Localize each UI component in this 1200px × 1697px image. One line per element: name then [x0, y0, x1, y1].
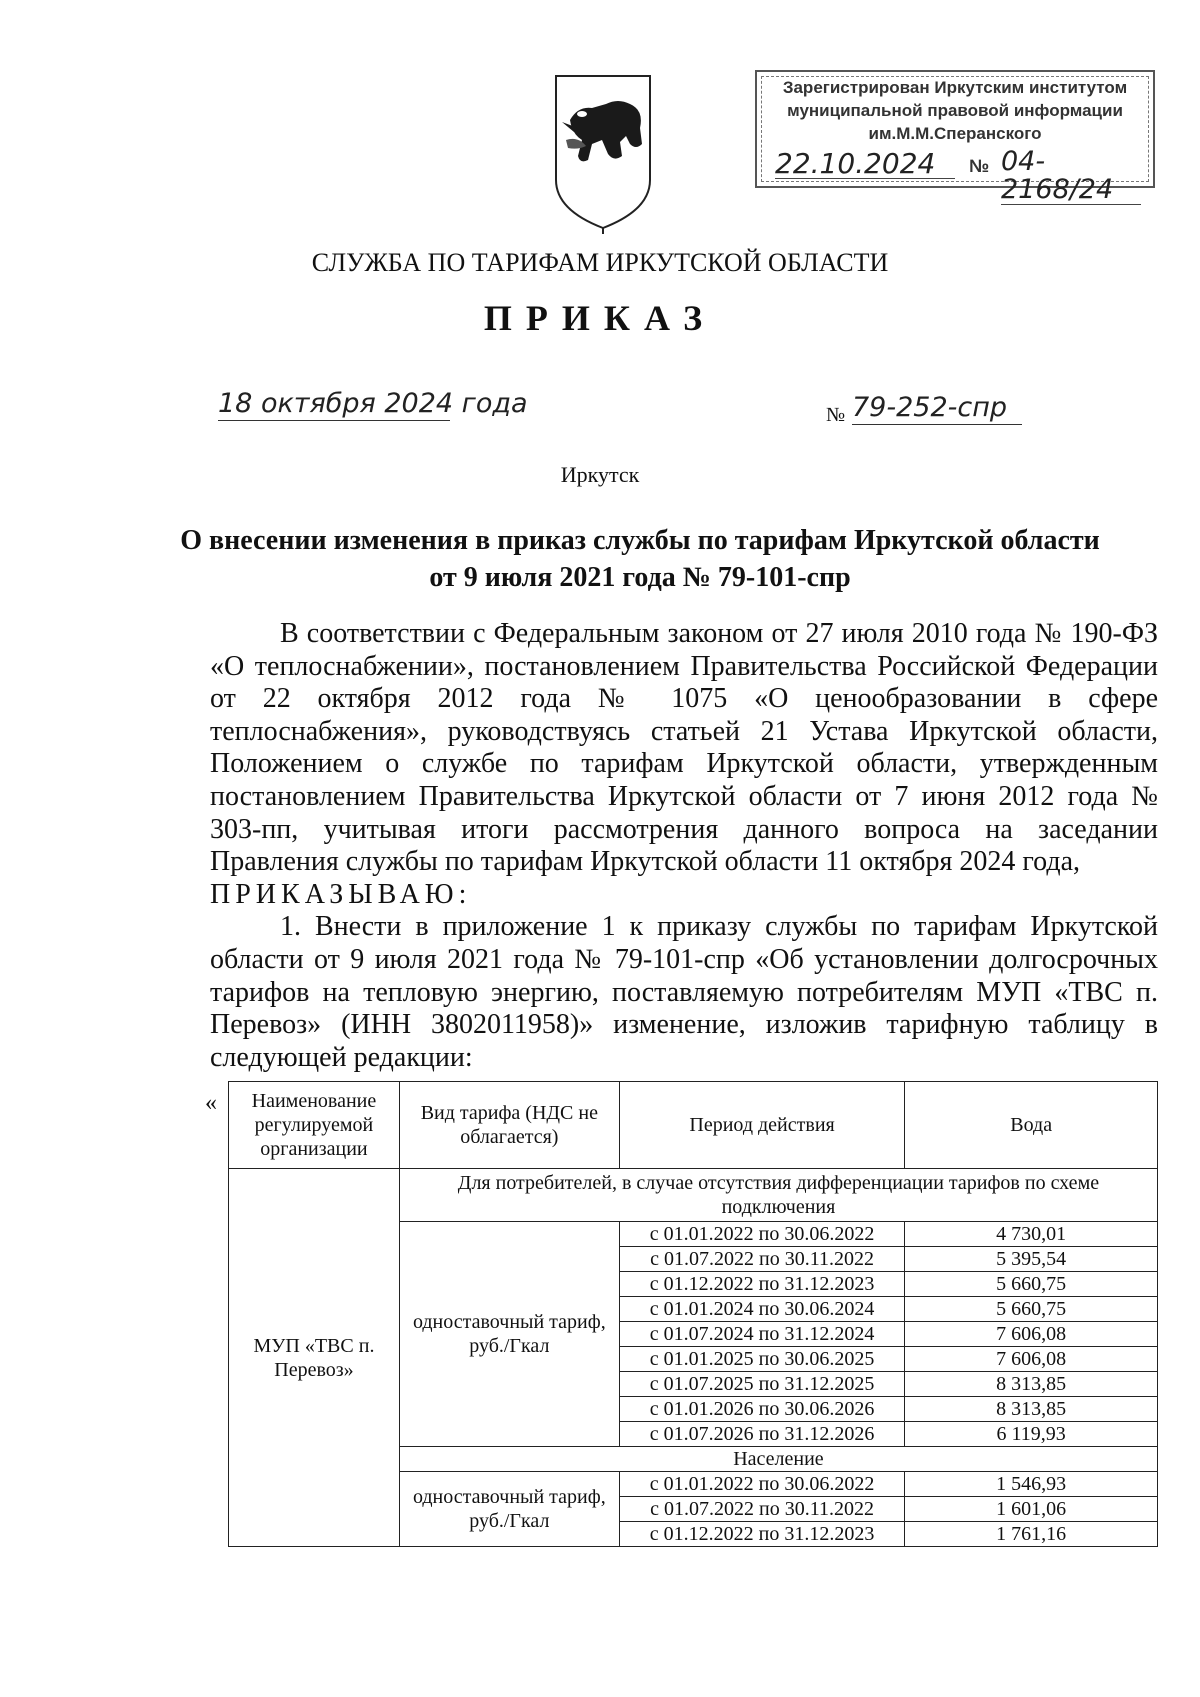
value-cell: 4 730,01 [905, 1222, 1158, 1247]
header-tariff-type: Вид тарифа (НДС не облагается) [399, 1082, 619, 1169]
order-number-label: № [826, 404, 846, 426]
handwritten-order-number: 79-252-спр [852, 392, 1022, 425]
value-cell: 1 601,06 [905, 1497, 1158, 1522]
agency-name: СЛУЖБА ПО ТАРИФАМ ИРКУТСКОЙ ОБЛАСТИ [311, 248, 889, 277]
table-header-row [229, 1082, 1158, 1169]
period-cell: с 01.01.2022 по 30.06.2022 [619, 1222, 905, 1247]
orders-word: ПРИКАЗЫВАЮ: [210, 878, 472, 910]
value-cell: 7 606,08 [905, 1347, 1158, 1372]
document-body [210, 618, 1158, 1074]
header-organization: Наименование регулируемой организации [229, 1082, 400, 1169]
coat-of-arms-emblem [548, 70, 658, 234]
tariff-table [228, 1081, 1158, 1547]
group1-label: Для потребителей, в случае отсутствия дифференциации тарифов по схеме подключения [399, 1169, 1157, 1222]
header-water: Вода [905, 1082, 1158, 1169]
period-cell: с 01.07.2022 по 30.11.2022 [619, 1497, 905, 1522]
handwritten-date: 18 октября 2024 года [218, 388, 528, 419]
value-cell: 5 395,54 [905, 1247, 1158, 1272]
stamp-date: 22.10.2024 [775, 150, 955, 179]
period-cell: с 01.07.2024 по 31.12.2024 [619, 1322, 905, 1347]
period-cell: с 01.12.2022 по 31.12.2023 [619, 1522, 905, 1547]
city: Иркутск [560, 462, 640, 487]
group2-tariff-type: одноставочный тариф, руб./Гкал [399, 1472, 619, 1547]
period-cell: с 01.12.2022 по 31.12.2023 [619, 1272, 905, 1297]
document-title [120, 522, 1160, 596]
value-cell: 6 119,93 [905, 1422, 1158, 1447]
period-cell: с 01.01.2024 по 30.06.2024 [619, 1297, 905, 1322]
header-period: Период действия [619, 1082, 905, 1169]
title-line-1: О внесении изменения в приказ службы по тарифам Иркутской области [180, 525, 1100, 556]
registration-stamp [755, 70, 1155, 205]
period-cell: с 01.07.2026 по 31.12.2026 [619, 1422, 905, 1447]
item-1-paragraph: 1. Внести в приложение 1 к приказу службы по тарифам Иркутской области от 9 июля 2021 года № 79-101-спр «Об установлении долгосрочных тарифов на тепловую энергию, поставляемую потребителям МУП «ТВС п. Перевоз» (ИНН 3802011958)» изменение, изложив тарифную таблицу в следующей редакции: [210, 911, 1158, 1073]
organization-cell: МУП «ТВС п. Перевоз» [229, 1169, 400, 1547]
period-cell: с 01.01.2025 по 30.06.2025 [619, 1347, 905, 1372]
group2-label: Население [399, 1447, 1157, 1472]
preamble-paragraph: В соответствии с Федеральным законом от 27 июля 2010 года № 190-ФЗ «О теплоснабжении», постановлением Правительства Российской Федерации от 22 октября 2012 года № 1075 «О ценообразовании в сфере теплоснабжения», руководствуясь статьей 21 Устава Иркутской области, Положением о службе по тарифам Иркутской области, утвержденным постановлением Правительства Иркутской области от 7 июня 2012 года № 303-пп, учитывая итоги рассмотрения данного вопроса на заседании Правления службы по тарифам Иркутской области 11 октября 2024 года, [210, 618, 1158, 878]
group1-tariff-type: одноставочный тариф, руб./Гкал [399, 1222, 619, 1447]
stamp-line-3: им.М.М.Сперанского [868, 124, 1042, 143]
value-cell: 5 660,75 [905, 1272, 1158, 1297]
period-cell: с 01.01.2022 по 30.06.2022 [619, 1472, 905, 1497]
value-cell: 8 313,85 [905, 1397, 1158, 1422]
table-row [229, 1169, 1158, 1222]
period-cell: с 01.01.2026 по 30.06.2026 [619, 1397, 905, 1422]
value-cell: 5 660,75 [905, 1297, 1158, 1322]
value-cell: 8 313,85 [905, 1372, 1158, 1397]
value-cell: 7 606,08 [905, 1322, 1158, 1347]
period-cell: с 01.07.2022 по 30.11.2022 [619, 1247, 905, 1272]
stamp-line-2: муниципальной правовой информации [787, 101, 1123, 120]
value-cell: 1 546,93 [905, 1472, 1158, 1497]
document-type: ПРИКАЗ [483, 298, 717, 338]
stamp-line-1: Зарегистрирован Иркутским институтом [782, 78, 1128, 97]
value-cell: 1 761,16 [905, 1522, 1158, 1547]
stamp-number-label: № [969, 156, 990, 176]
period-cell: с 01.07.2025 по 31.12.2025 [619, 1372, 905, 1397]
open-quote: « [205, 1090, 217, 1116]
title-line-2: от 9 июля 2021 года № 79-101-спр [429, 562, 851, 593]
stamp-number: 04-2168/24 [1001, 148, 1141, 205]
